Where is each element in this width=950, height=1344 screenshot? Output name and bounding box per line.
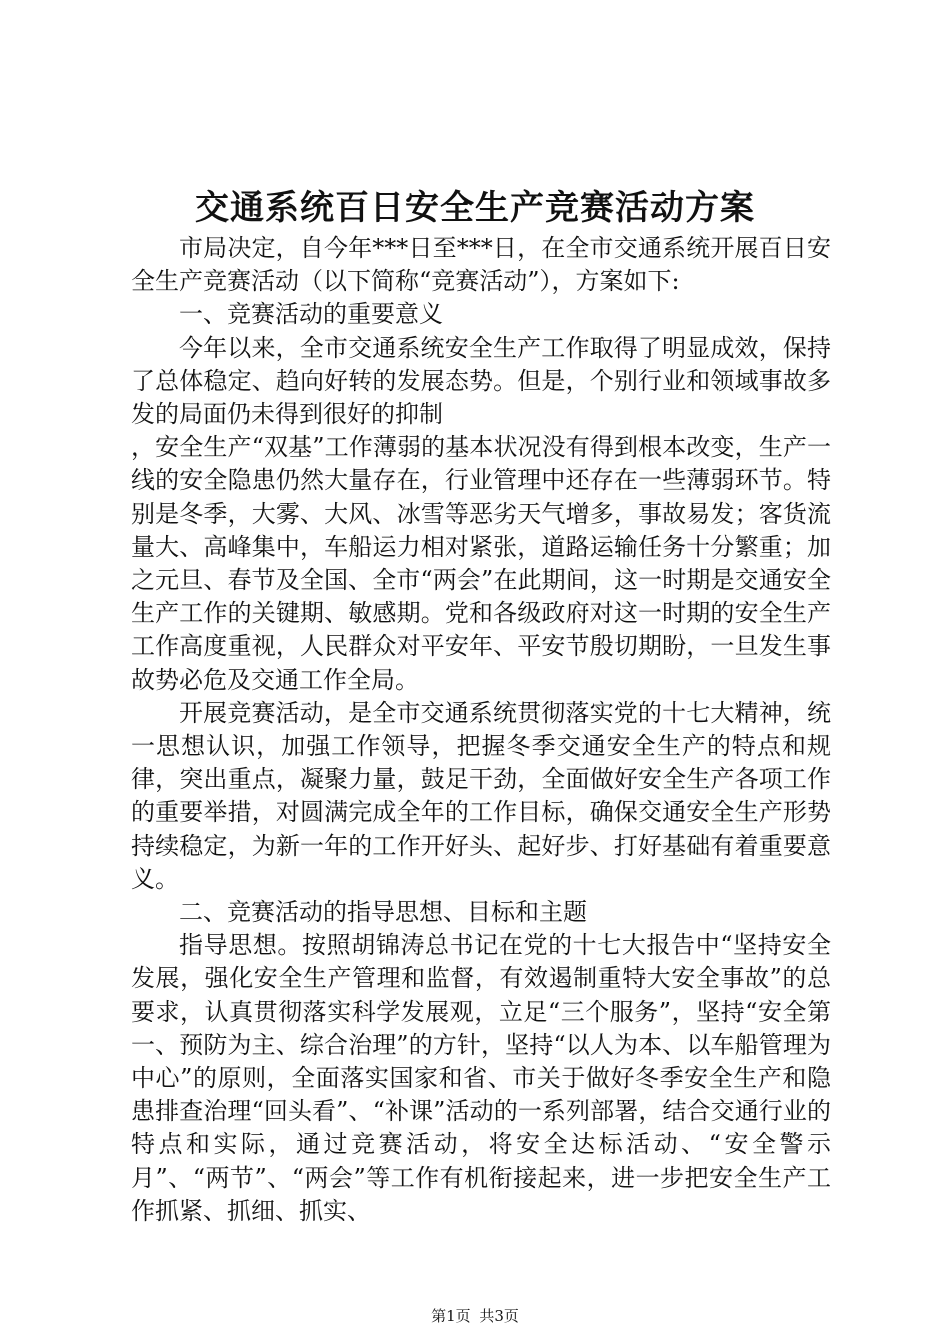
body-paragraph: 今年以来，全市交通系统安全生产工作取得了明显成效，保持了总体稳定、趋向好转的发展态势。但是，个别行业和领域事故多发的局面仍未得到很好的抑制 xyxy=(131,333,831,429)
document-body xyxy=(131,232,831,1228)
section-heading-1: 一、竞赛活动的重要意义 xyxy=(179,300,443,329)
body-paragraph: 指导思想。按照胡锦涛总书记在党的十七大报告中“坚持安全发展，强化安全生产管理和监督，有效遏制重特大安全事故”的总要求，认真贯彻落实科学发展观，立足“三个服务”，坚持“安全第一、预防为主、综合治理”的方针，坚持“以人为本、以车船管理为中心”的原则，全面落实国家和省、市关于做好冬季安全生产和隐患排查治理“回头看”、“补课”活动的一系列部署，结合交通行业的特点和实际，通过竞赛活动，将安全达标活动、“安全警示月”、“两节”、“两会”等工作有机衔接起来，进一步把安全生产工作抓紧、抓细、抓实、 xyxy=(131,931,831,1225)
body-paragraph-continued: ，安全生产“双基”工作薄弱的基本状况没有得到根本改变，生产一线的安全隐患仍然大量存在，行业管理中还存在一些薄弱环节。特别是冬季，大雾、大风、冰雪等恶劣天气增多，事故易发；客货流量大、高峰集中，车船运力相对紧张，道路运输任务十分繁重；加之元旦、春节及全国、全市“两会”在此期间，这一时期是交通安全生产工作的关键期、敏感期。党和各级政府对这一时期的安全生产工作高度重视，人民群众对平安年、平安节殷切期盼，一旦发生事故势必危及交通工作全局。 xyxy=(131,433,831,694)
page-footer xyxy=(0,1306,950,1326)
page-number: 第1页 xyxy=(431,1307,471,1325)
section-heading-2: 二、竞赛活动的指导思想、目标和主题 xyxy=(179,898,587,927)
body-paragraph: 开展竞赛活动，是全市交通系统贯彻落实党的十七大精神，统一思想认识，加强工作领导，把握冬季交通安全生产的特点和规律，突出重点，凝聚力量，鼓足干劲，全面做好安全生产各项工作的重要举措，对圆满完成全年的工作目标，确保交通安全生产形势持续稳定，为新一年的工作开好头、起好步、打好基础有着重要意义。 xyxy=(131,698,831,893)
page-total: 共3页 xyxy=(479,1307,519,1325)
intro-paragraph: 市局决定，自今年***日至***日，在全市交通系统开展百日安全生产竞赛活动（以下简称“竞赛活动”），方案如下: xyxy=(131,234,831,296)
document-title: 交通系统百日安全生产竞赛活动方案 xyxy=(195,188,755,228)
